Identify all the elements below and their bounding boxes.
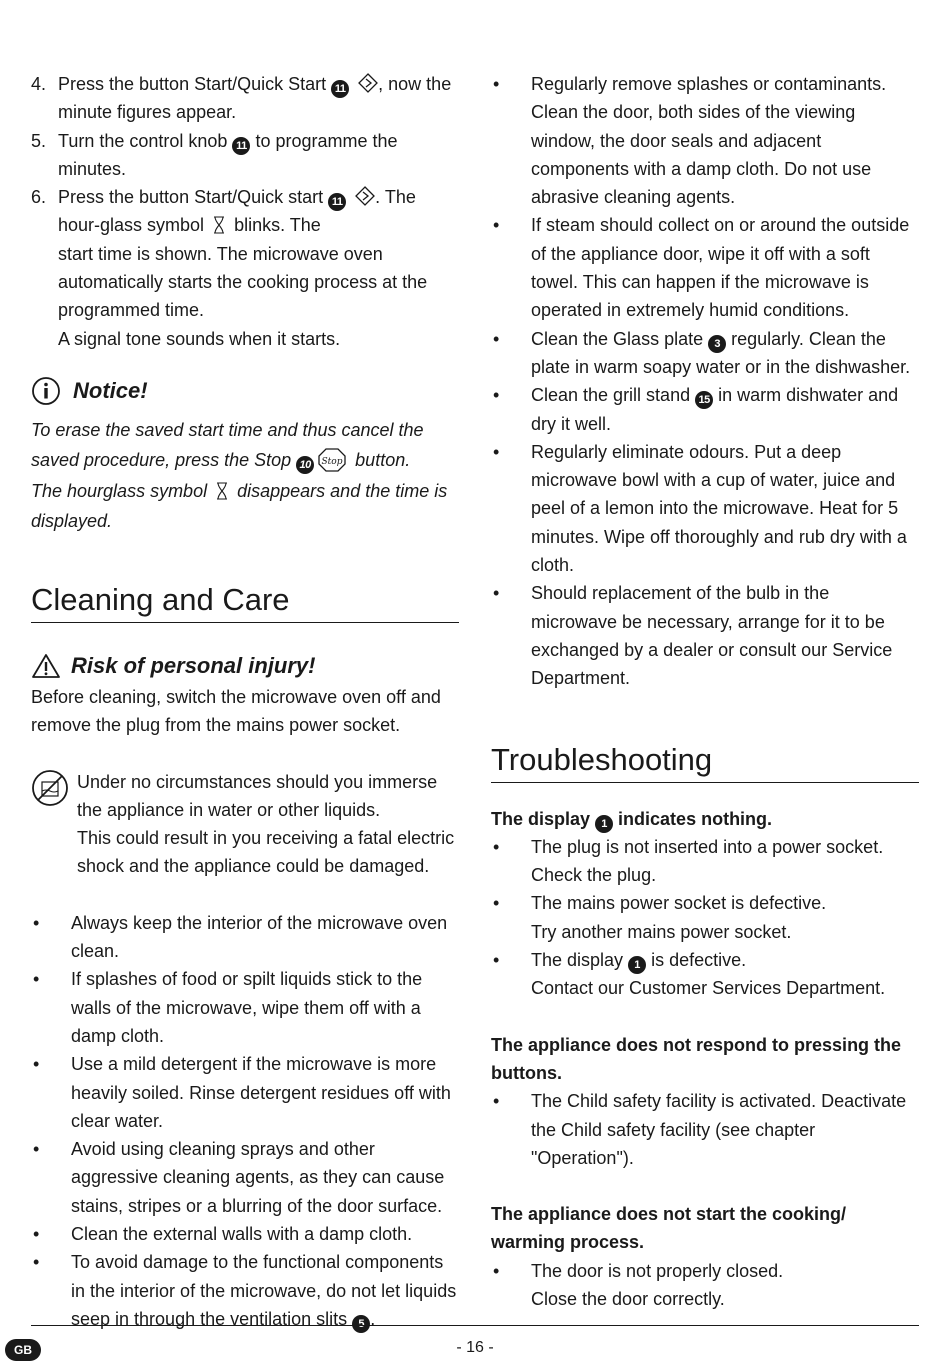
no-immersion-icon: [31, 769, 69, 807]
ref-number: 1: [595, 815, 613, 833]
problem-heading: The appliance does not respond to pressing the buttons.: [491, 1034, 902, 1083]
notice-text: To erase the saved start time and thus cancel the saved procedure, press the Stop 10 Stop button. The hourglass symbol disappears and the time is displayed.: [31, 419, 448, 532]
page-number: - 16 -: [456, 1339, 494, 1356]
list-item: • If splashes of food or spilt liquids stick to the walls of the microwave, wipe them off with a damp cloth.: [31, 965, 459, 1050]
problem-causes: [491, 1087, 919, 1172]
care-list: [491, 70, 919, 693]
list-item: • Regularly remove splashes or contaminants. Clean the door, both sides of the viewing window, the door seals and adjacent components with a damp cloth. Do not use abrasive cleaning agents.: [491, 70, 919, 211]
problem-causes: [491, 833, 919, 1003]
notice-heading: [31, 371, 459, 411]
list-item: • To avoid damage to the functional components in the interior of the microwave, do not let liquids seep in through the ventilation slits 5 .: [31, 1248, 459, 1333]
problem-causes: [491, 1257, 919, 1314]
ref-number: 15: [695, 391, 713, 409]
list-item: • The door is not properly closed. Close the door correctly.: [491, 1257, 919, 1314]
troubleshooting-heading: Troubleshooting: [491, 741, 919, 783]
list-item: • Always keep the interior of the microwave oven clean.: [31, 909, 459, 966]
cleaning-heading: Cleaning and Care: [31, 581, 459, 623]
list-item: • Use a mild detergent if the microwave is more heavily soiled. Rinse detergent residues off with clear water.: [31, 1050, 459, 1135]
hourglass-icon: [216, 482, 228, 500]
list-item: • Avoid using cleaning sprays and other aggressive cleaning agents, as they can cause stains, stripes or a blurring of the door surface.: [31, 1135, 459, 1220]
ref-number: 1: [628, 956, 646, 974]
list-item: • Regularly eliminate odours. Put a deep microwave bowl with a cup of water, juice and peel of a lemon into the microwave. Heat for 5 minutes. Wipe off thoroughly and rub dry with a cloth.: [491, 438, 919, 579]
list-item: • The Child safety facility is activated. Deactivate the Child safety facility (see chapter "Operation").: [491, 1087, 919, 1172]
stop-button-icon: [318, 448, 346, 472]
programming-steps: [31, 70, 459, 353]
ref-number: 11: [328, 193, 346, 211]
list-item: • If steam should collect on or around the outside of the appliance door, wipe it off with a soft towel. This can happen if the microwave is operated in extremely humid conditions.: [491, 211, 919, 324]
hourglass-icon: [213, 216, 225, 234]
immerse-warning: Under no circumstances should you immerse the appliance in water or other liquids. This could result in you receiving a fatal electric shock and the appliance could be damaged.: [31, 768, 459, 881]
list-item: • Clean the Glass plate 3 regularly. Clean the plate in warm soapy water or in the dishwasher.: [491, 325, 919, 382]
ref-number: 10: [296, 456, 314, 474]
warning-heading: [31, 649, 459, 683]
list-item: • Should replacement of the bulb in the microwave be necessary, arrange for it to be exchanged by a dealer or consult our Service Department.: [491, 579, 919, 692]
svg-text:Stop: Stop: [321, 457, 343, 468]
list-item: • The plug is not inserted into a power socket. Check the plug.: [491, 833, 919, 890]
warning-title: Risk of personal injury!: [71, 652, 316, 678]
warning-triangle-icon: [31, 653, 61, 679]
step-4: 4. Press the button Start/Quick Start 11 , now the minute figures appear.: [31, 74, 452, 123]
right-column: [491, 70, 919, 1313]
left-column: [31, 70, 459, 1333]
ref-number: 11: [331, 80, 349, 98]
list-item: • Clean the external walls with a damp cloth.: [31, 1220, 459, 1248]
info-icon: [31, 376, 61, 406]
problem-heading: The display 1 indicates nothing.: [491, 805, 919, 833]
ref-number: 3: [708, 335, 726, 353]
cleaning-list: [31, 909, 459, 1333]
start-diamond-icon: [355, 186, 375, 206]
list-item: • The display 1 is defective. Contact our Customer Services Department.: [491, 946, 919, 1003]
warning-text: Before cleaning, switch the microwave oven off and remove the plug from the mains power socket.: [31, 686, 441, 736]
step-5: 5. Turn the control knob 11 to programme the minutes.: [31, 130, 398, 179]
ref-number: 5: [352, 1315, 370, 1333]
footer-divider: [31, 1325, 919, 1326]
ref-number: 11: [232, 137, 250, 155]
problem-heading: The appliance does not start the cooking/ warming process.: [491, 1204, 847, 1253]
list-item: • The mains power socket is defective. Try another mains power socket.: [491, 889, 919, 946]
step-6: 6. Press the button Start/Quick start 11 . The hour-glass symbol blinks. The start time is shown. The microwave oven automatically starts the cooking process at the programmed time. A signal tone sounds when it starts.: [31, 187, 428, 349]
notice-title: Notice!: [73, 377, 148, 403]
list-item: • Clean the grill stand 15 in warm dishwater and dry it well.: [491, 381, 919, 438]
start-diamond-icon: [358, 73, 378, 93]
language-badge: GB: [5, 1339, 41, 1361]
